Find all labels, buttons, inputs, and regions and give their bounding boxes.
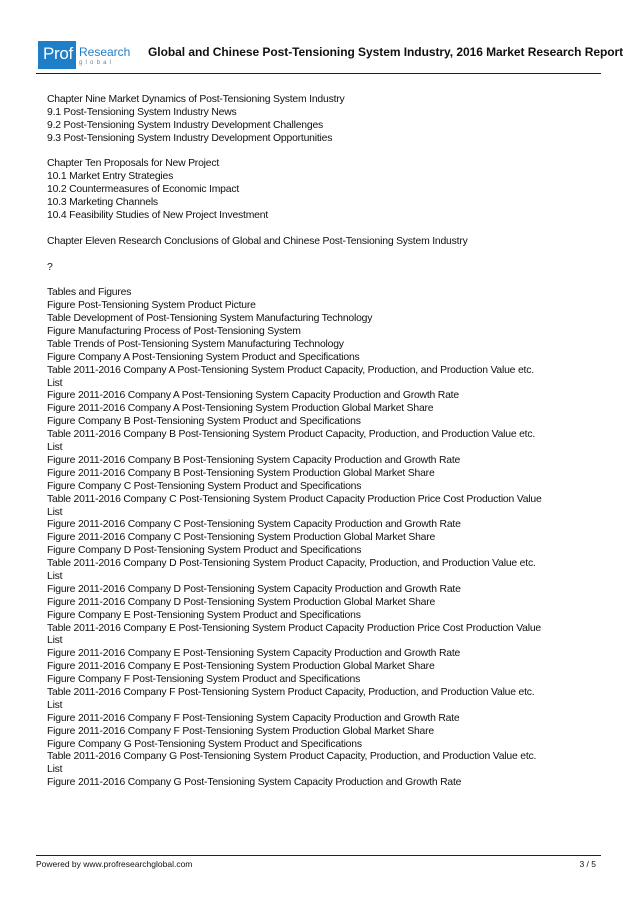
toc-line: 10.2 Countermeasures of Economic Impact	[47, 184, 240, 196]
toc-line: Figure Company C Post-Tensioning System Product and Specifications	[47, 480, 362, 492]
toc-line: 10.3 Marketing Channels	[47, 197, 158, 209]
toc-line: Figure 2011-2016 Company F Post-Tensioning System Capacity Production and Growth Rate	[47, 712, 460, 724]
toc-line: 10.1 Market Entry Strategies	[47, 171, 174, 183]
block-gap	[47, 274, 592, 287]
block-gap	[47, 249, 592, 262]
toc-line: List	[47, 442, 63, 454]
toc-line: Figure Company D Post-Tensioning System Product and Specifications	[47, 545, 362, 557]
toc-line: Table 2011-2016 Company C Post-Tensioning System Product Capacity Production Price Cost Production Value	[47, 493, 542, 505]
toc-line: Figure 2011-2016 Company A Post-Tensioning System Capacity Production and Growth Rate	[47, 390, 459, 402]
profresearch-logo	[38, 41, 130, 69]
toc-line: Table 2011-2016 Company E Post-Tensioning System Product Capacity Production Price Cost Production Value	[47, 622, 542, 634]
toc-line: Table 2011-2016 Company F Post-Tensioning System Product Capacity, Production, and Production Value etc.	[47, 686, 535, 698]
table-of-contents	[47, 94, 592, 790]
toc-line: Figure 2011-2016 Company A Post-Tensioning System Production Global Market Share	[47, 403, 434, 415]
toc-line: Figure 2011-2016 Company B Post-Tensioning System Production Global Market Share	[47, 467, 435, 479]
toc-line: Chapter Eleven Research Conclusions of Global and Chinese Post-Tensioning System Industry	[47, 235, 468, 247]
logo-research-text: Research	[78, 45, 131, 59]
logo-right	[76, 41, 130, 69]
toc-line: Chapter Ten Proposals for New Project	[47, 158, 220, 170]
logo-prof-text: Prof	[38, 41, 76, 69]
toc-line: Figure 2011-2016 Company C Post-Tensioning System Production Global Market Share	[47, 532, 436, 544]
toc-line: Figure Company E Post-Tensioning System Product and Specifications	[47, 609, 361, 621]
header-divider	[36, 73, 601, 74]
block-gap	[47, 146, 592, 159]
toc-line: Figure Post-Tensioning System Product Picture	[47, 300, 256, 312]
toc-line: Figure 2011-2016 Company G Post-Tensioning System Capacity Production and Growth Rate	[47, 777, 462, 789]
toc-line: List	[47, 506, 63, 518]
toc-line: Table 2011-2016 Company A Post-Tensioning System Product Capacity, Production, and Production Value etc.	[47, 364, 534, 376]
toc-line: Table 2011-2016 Company G Post-Tensioning System Product Capacity, Production, and Production Value etc.	[47, 751, 537, 763]
toc-line: Table 2011-2016 Company D Post-Tensioning System Product Capacity, Production, and Production Value etc.	[47, 558, 536, 570]
toc-line: 9.1 Post-Tensioning System Industry News	[47, 106, 237, 118]
toc-line: Table Development of Post-Tensioning System Manufacturing Technology	[47, 313, 373, 325]
toc-line: Figure Company B Post-Tensioning System Product and Specifications	[47, 416, 361, 428]
toc-line: List	[47, 699, 63, 711]
toc-line: Figure 2011-2016 Company E Post-Tensioning System Production Global Market Share	[47, 661, 435, 673]
block-gap	[47, 223, 592, 236]
logo-global-text: global	[78, 60, 115, 66]
toc-line: Table Trends of Post-Tensioning System Manufacturing Technology	[47, 338, 344, 350]
page-number: 3 / 5	[579, 859, 596, 869]
toc-line: Chapter Nine Market Dynamics of Post-Tensioning System Industry	[47, 94, 345, 105]
toc-line: Figure 2011-2016 Company D Post-Tensioning System Production Global Market Share	[47, 596, 436, 608]
toc-line: List	[47, 764, 63, 776]
toc-line: Tables and Figures	[47, 287, 132, 299]
toc-line: List	[47, 635, 63, 647]
toc-line: Figure 2011-2016 Company C Post-Tensioning System Capacity Production and Growth Rate	[47, 519, 461, 531]
toc-line: Figure Company F Post-Tensioning System Product and Specifications	[47, 674, 361, 686]
toc-line: List	[47, 570, 63, 582]
toc-line: Figure 2011-2016 Company D Post-Tensioning System Capacity Production and Growth Rate	[47, 583, 461, 595]
toc-line: List	[47, 377, 63, 389]
footer-powered-by: Powered by www.profresearchglobal.com	[36, 859, 193, 869]
toc-line: ?	[47, 261, 53, 273]
toc-line: Figure Company A Post-Tensioning System Product and Specifications	[47, 351, 360, 363]
report-title: Global and Chinese Post-Tensioning System Industry, 2016 Market Research Report	[148, 45, 624, 59]
page-header	[36, 37, 624, 73]
toc-line: Figure 2011-2016 Company F Post-Tensioning System Production Global Market Share	[47, 725, 434, 737]
toc-line: 9.2 Post-Tensioning System Industry Development Challenges	[47, 119, 324, 131]
toc-line: Table 2011-2016 Company B Post-Tensioning System Product Capacity, Production, and Production Value etc.	[47, 429, 536, 441]
toc-line: 9.3 Post-Tensioning System Industry Development Opportunities	[47, 132, 333, 144]
toc-line: Figure Company G Post-Tensioning System Product and Specifications	[47, 738, 362, 750]
footer-divider	[36, 855, 601, 856]
toc-line: Figure 2011-2016 Company B Post-Tensioning System Capacity Production and Growth Rate	[47, 454, 461, 466]
toc-line: Figure Manufacturing Process of Post-Tensioning System	[47, 326, 301, 338]
toc-line: Figure 2011-2016 Company E Post-Tensioning System Capacity Production and Growth Rate	[47, 648, 461, 660]
toc-line: 10.4 Feasibility Studies of New Project Investment	[47, 210, 269, 222]
